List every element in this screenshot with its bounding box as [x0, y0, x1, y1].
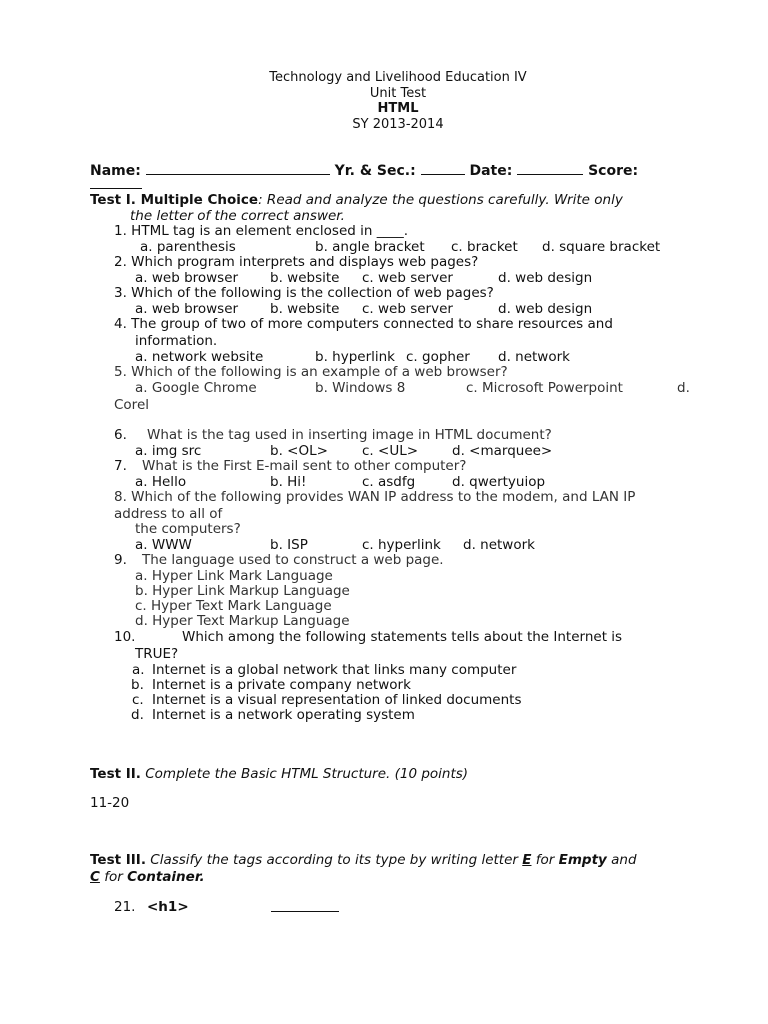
- q21-tag: <h1>: [147, 899, 189, 915]
- q9-option-b: b. Hyper Link Markup Language: [135, 583, 350, 599]
- test3-instr-for-2: for: [104, 869, 123, 885]
- q7-option-a: a. Hello: [135, 474, 187, 490]
- q5-option-d-cont: Corel: [114, 397, 149, 413]
- q7-option-d: d. qwertyuiop: [452, 474, 546, 490]
- q8-option-c: c. hyperlink: [362, 537, 441, 553]
- q6-number: 6.: [114, 427, 127, 443]
- q6-text: What is the tag used in inserting image in HTML document?: [147, 427, 552, 443]
- q10-letter-c: c.: [132, 692, 144, 708]
- score-blank[interactable]: [90, 176, 142, 189]
- test3-letter-e: E: [522, 852, 532, 868]
- q5-option-a: a. Google Chrome: [135, 380, 257, 396]
- q5-option-b: b. Windows 8: [315, 380, 406, 396]
- q9-option-c: c. Hyper Text Mark Language: [135, 598, 332, 614]
- test1-title: Test I. Multiple Choice: [90, 192, 259, 208]
- q4-option-b: b. hyperlink: [315, 349, 395, 365]
- q3-option-d: d. web design: [498, 301, 593, 317]
- q21-answer-blank[interactable]: [271, 899, 339, 912]
- q8-option-d: d. network: [463, 537, 535, 553]
- q8-text-cont2: the computers?: [135, 521, 241, 537]
- q9-option-a: a. Hyper Link Mark Language: [135, 568, 333, 584]
- q10-option-c: Internet is a visual representation of linked documents: [152, 692, 522, 708]
- q21-number: 21.: [114, 899, 136, 915]
- q1-option-b: b. angle bracket: [315, 239, 425, 255]
- yr-sec-label: Yr. & Sec.:: [334, 163, 416, 179]
- q1-option-c: c. bracket: [451, 239, 518, 255]
- score-label: Score:: [588, 163, 639, 179]
- q9-option-d: d. Hyper Text Markup Language: [135, 613, 350, 629]
- test3-heading: [90, 852, 637, 868]
- q5-text: 5. Which of the following is an example of a web browser?: [114, 364, 508, 380]
- subject-title: HTML: [377, 101, 419, 116]
- q1-text: 1. HTML tag is an element enclosed in ____.: [114, 223, 408, 239]
- name-label: Name:: [90, 163, 141, 179]
- test3-title: Test III.: [90, 852, 146, 868]
- q8-text: 8. Which of the following provides WAN IP address to the modem, and LAN IP: [114, 489, 636, 505]
- q7-option-c: c. asdfg: [362, 474, 416, 490]
- student-info-row: [90, 162, 638, 179]
- q4-text: 4. The group of two of more computers connected to share resources and: [114, 316, 613, 332]
- q4-text-cont: information.: [135, 333, 218, 349]
- q21-answer-row: [271, 899, 339, 916]
- q3-option-b: b. website: [270, 301, 340, 317]
- date-label: Date:: [469, 163, 513, 179]
- name-blank[interactable]: [146, 162, 330, 175]
- q6-option-a: a. img src: [135, 443, 202, 459]
- test3-instr-and: and: [611, 852, 637, 868]
- test2-range: 11-20: [90, 795, 130, 811]
- q4-option-a: a. network website: [135, 349, 264, 365]
- score-blank-row: [90, 176, 142, 193]
- q4-option-d: d. network: [498, 349, 570, 365]
- q9-text: The language used to construct a web page.: [142, 552, 444, 568]
- q2-text: 2. Which program interprets and displays web pages?: [114, 254, 479, 270]
- q9-number: 9.: [114, 552, 127, 568]
- q2-option-a: a. web browser: [135, 270, 239, 286]
- q1-option-a: a. parenthesis: [140, 239, 236, 255]
- q2-option-c: c. web server: [362, 270, 453, 286]
- q10-option-b: Internet is a private company network: [152, 677, 411, 693]
- q3-option-a: a. web browser: [135, 301, 239, 317]
- q10-text-cont: TRUE?: [135, 646, 179, 662]
- test3-letter-c: C: [90, 869, 100, 885]
- test1-instruction-cont: the letter of the correct answer.: [130, 208, 345, 224]
- q6-option-b: b. <OL>: [270, 443, 328, 459]
- q10-letter-a: a.: [132, 662, 145, 678]
- test3-instruction: Classify the tags according to its type by writing letter: [150, 852, 518, 868]
- q6-option-d: d. <marquee>: [452, 443, 553, 459]
- test3-container: Container.: [127, 869, 205, 885]
- course-title: Technology and Livelihood Education IV: [269, 70, 527, 85]
- q7-number: 7.: [114, 458, 127, 474]
- yr-sec-blank[interactable]: [421, 162, 465, 175]
- test2-title: Test II.: [90, 766, 141, 782]
- test1-instruction: : Read and analyze the questions carefully. Write only: [258, 192, 623, 208]
- q2-option-b: b. website: [270, 270, 340, 286]
- q5-option-c: c. Microsoft Powerpoint: [466, 380, 623, 396]
- q7-text: What is the First E-mail sent to other computer?: [142, 458, 467, 474]
- q10-text: Which among the following statements tells about the Internet is: [182, 629, 623, 645]
- q3-option-c: c. web server: [362, 301, 453, 317]
- q1-option-d: d. square bracket: [542, 239, 661, 255]
- q5-option-d: d.: [677, 380, 690, 396]
- test1-heading: [90, 192, 623, 208]
- q8-option-b: b. ISP: [270, 537, 308, 553]
- test3-heading-cont: [90, 869, 205, 885]
- q7-option-b: b. Hi!: [270, 474, 307, 490]
- q10-letter-b: b.: [131, 677, 144, 693]
- q4-option-c: c. gopher: [406, 349, 470, 365]
- q8-text-cont: address to all of: [114, 506, 223, 522]
- q3-text: 3. Which of the following is the collection of web pages?: [114, 285, 494, 301]
- q10-option-a: Internet is a global network that links many computer: [152, 662, 517, 678]
- test2-instruction: Complete the Basic HTML Structure. (10 points): [145, 766, 469, 782]
- test3-instr-for-1: for: [535, 852, 555, 868]
- test3-empty: Empty: [558, 852, 607, 868]
- q10-number: 10.: [114, 629, 136, 645]
- test2-heading: [90, 766, 468, 782]
- q10-letter-d: d.: [131, 707, 144, 723]
- q6-option-c: c. <UL>: [362, 443, 419, 459]
- school-year: SY 2013-2014: [352, 117, 444, 132]
- q8-option-a: a. WWW: [135, 537, 192, 553]
- q10-option-d: Internet is a network operating system: [152, 707, 415, 723]
- q2-option-d: d. web design: [498, 270, 593, 286]
- date-blank[interactable]: [517, 162, 583, 175]
- test-type: Unit Test: [369, 86, 427, 101]
